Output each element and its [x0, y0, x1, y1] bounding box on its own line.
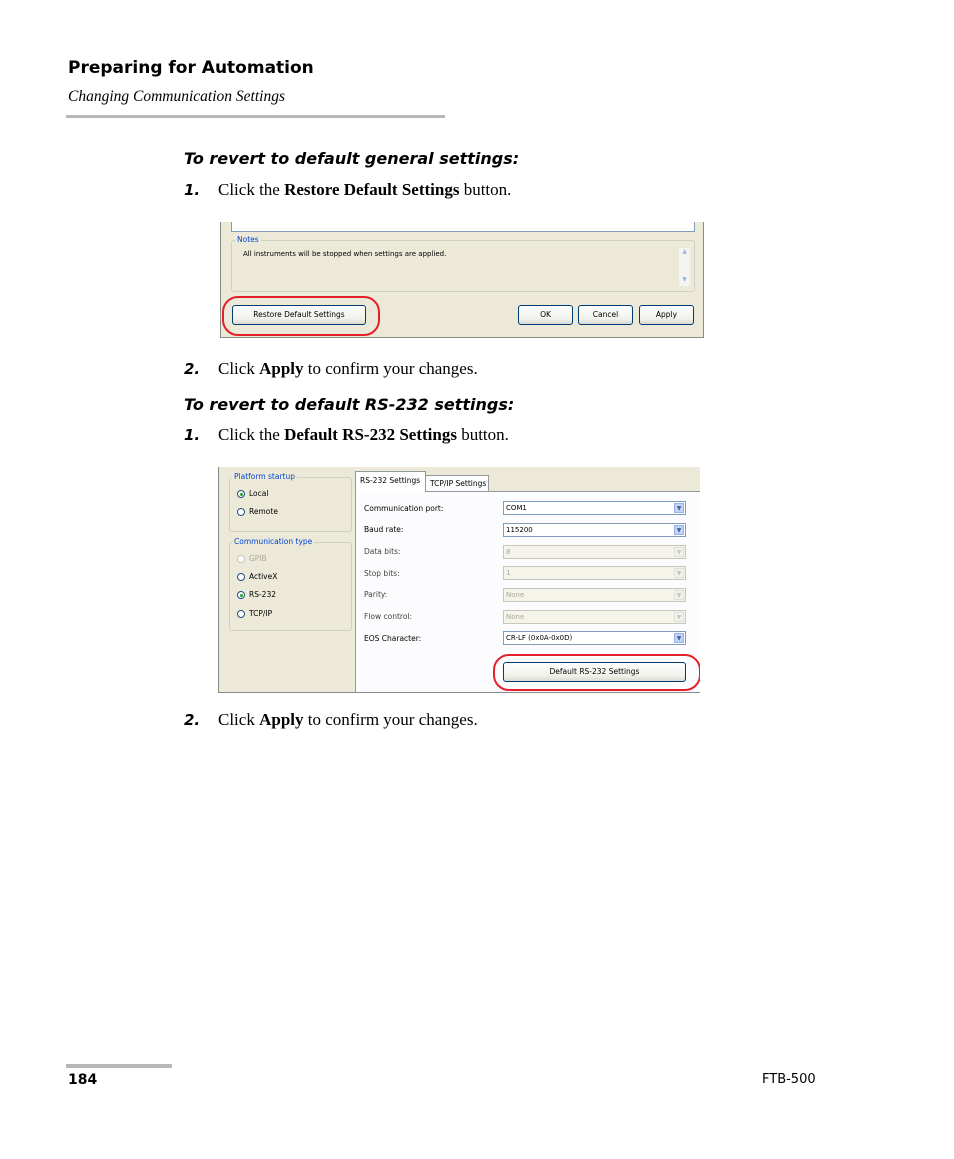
flow-control-select: None ▼	[503, 610, 686, 624]
upper-field	[231, 222, 695, 232]
highlight-circle	[222, 296, 380, 336]
chapter-title: Preparing for Automation	[68, 58, 314, 78]
communication-type-legend: Communication type	[234, 537, 313, 546]
field-label-eos-character: EOS Character:	[364, 634, 422, 643]
communication-type-group	[229, 542, 352, 631]
stop-bits-select: 1 ▼	[503, 566, 686, 580]
scroll-up-icon[interactable]: ▲	[682, 248, 687, 255]
procedure-title-general: To revert to default general settings:	[184, 149, 520, 168]
field-label-baud-rate: Baud rate:	[364, 525, 404, 534]
platform-startup-legend: Platform startup	[234, 472, 295, 481]
highlight-circle	[493, 654, 700, 691]
scroll-down-icon[interactable]: ▼	[682, 276, 687, 283]
notes-legend: Notes	[237, 235, 259, 244]
restore-default-settings-button[interactable]: Restore Default Settings	[232, 305, 366, 325]
header-rule	[66, 115, 445, 118]
field-label-data-bits: Data bits:	[364, 547, 401, 556]
field-label-flow-control: Flow control:	[364, 612, 413, 621]
radio-label-activex: ActiveX	[249, 572, 278, 581]
radio-label-local: Local	[249, 489, 269, 498]
chevron-down-icon: ▼	[674, 590, 684, 600]
screenshot-rs232-settings	[218, 467, 700, 693]
step-number: 2.	[184, 360, 201, 378]
radio-label-remote: Remote	[249, 507, 278, 516]
parity-select: None ▼	[503, 588, 686, 602]
cancel-button[interactable]: Cancel	[578, 305, 633, 325]
tab-rs232-settings[interactable]: RS-232 Settings	[355, 471, 426, 492]
radio-label-tcpip: TCP/IP	[249, 609, 273, 618]
radio-remote[interactable]	[237, 508, 245, 516]
footer-rule	[66, 1064, 172, 1068]
radio-tcpip[interactable]	[237, 610, 245, 618]
field-label-stop-bits: Stop bits:	[364, 569, 400, 578]
tab-tcpip-settings[interactable]: TCP/IP Settings	[425, 475, 489, 491]
radio-label-gpib: GPIB	[249, 554, 267, 563]
eos-character-select[interactable]: CR-LF (0x0A-0x0D) ▼	[503, 631, 686, 645]
default-rs232-settings-button[interactable]: Default RS-232 Settings	[503, 662, 686, 682]
document-name: FTB-500	[762, 1072, 816, 1087]
ok-button[interactable]: OK	[518, 305, 573, 325]
step-number: 1.	[184, 426, 201, 444]
section-subtitle: Changing Communication Settings	[68, 88, 285, 105]
radio-rs232[interactable]	[237, 591, 245, 599]
chevron-down-icon: ▼	[674, 525, 684, 535]
platform-startup-group	[229, 477, 352, 532]
screenshot-general-settings	[220, 222, 704, 338]
notes-group	[231, 240, 695, 292]
step-number: 1.	[184, 181, 201, 199]
procedure-title-rs232: To revert to default RS-232 settings:	[184, 395, 515, 414]
communication-port-select[interactable]: COM1 ▼	[503, 501, 686, 515]
apply-button[interactable]: Apply	[639, 305, 694, 325]
radio-local[interactable]	[237, 490, 245, 498]
step-number: 2.	[184, 711, 201, 729]
rs232-tab-panel	[355, 491, 700, 693]
field-label-parity: Parity:	[364, 590, 388, 599]
chevron-down-icon: ▼	[674, 612, 684, 622]
radio-gpib	[237, 555, 245, 563]
data-bits-select: 8 ▼	[503, 545, 686, 559]
notes-text: All instruments will be stopped when settings are applied.	[243, 250, 447, 258]
chevron-down-icon: ▼	[674, 633, 684, 643]
radio-activex[interactable]	[237, 573, 245, 581]
chevron-down-icon: ▼	[674, 568, 684, 578]
notes-scrollbar[interactable]	[679, 248, 690, 286]
chevron-down-icon: ▼	[674, 547, 684, 557]
radio-label-rs232: RS-232	[249, 590, 276, 599]
baud-rate-select[interactable]: 115200 ▼	[503, 523, 686, 537]
chevron-down-icon: ▼	[674, 503, 684, 513]
page-number: 184	[68, 1072, 98, 1088]
field-label-communication-port: Communication port:	[364, 504, 444, 513]
